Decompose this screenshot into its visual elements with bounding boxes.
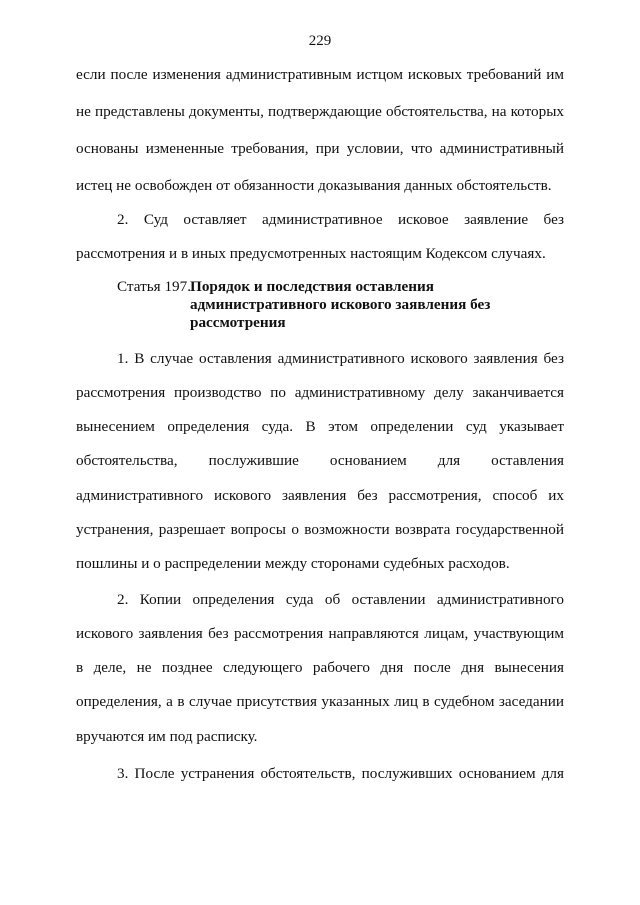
text-line: не представлены документы, подтверждающие обстоятельства, на которых [76, 103, 564, 120]
text-line: определения, а в случае присутствия указанных лиц в судебном заседании [76, 693, 564, 710]
text-line: 1. В случае оставления административного искового заявления без [117, 350, 564, 367]
page-number: 229 [308, 33, 332, 49]
text-line: вручаются им под расписку. [76, 728, 258, 745]
text-line: 2. Копии определения суда об оставлении административного [117, 591, 564, 608]
text-line: административного искового заявления без рассмотрения, способ их [76, 487, 564, 504]
article-title: Порядок и последствия оставления административного искового заявления без рассмотрения [190, 278, 491, 331]
text-line: устранения, разрешает вопросы о возможности возврата государственной [76, 521, 564, 538]
text-line: рассмотрения и в иных предусмотренных настоящим Кодексом случаях. [76, 245, 546, 262]
text-line: обстоятельства, послужившие основанием для оставления [76, 452, 564, 469]
text-line: 2. Суд оставляет административное исковое заявление без [117, 211, 564, 228]
text-line: вынесением определения суда. В этом определении суд указывает [76, 418, 564, 435]
text-line: истец не освобожден от обязанности доказывания данных обстоятельств. [76, 177, 552, 194]
text-line: если после изменения административным истцом исковых требований им [76, 66, 564, 83]
text-line: основаны измененные требования, при условии, что административный [76, 140, 564, 157]
text-line: 3. После устранения обстоятельств, послуживших основанием для [117, 765, 564, 782]
text-line: пошлины и о распределении между сторонами судебных расходов. [76, 555, 510, 572]
text-line: искового заявления без рассмотрения направляются лицам, участвующим [76, 625, 564, 642]
article-label: Статья 197. [117, 278, 192, 295]
text-line: рассмотрения производство по административному делу заканчивается [76, 384, 564, 401]
text-line: в деле, не позднее следующего рабочего дня после дня вынесения [76, 659, 564, 676]
